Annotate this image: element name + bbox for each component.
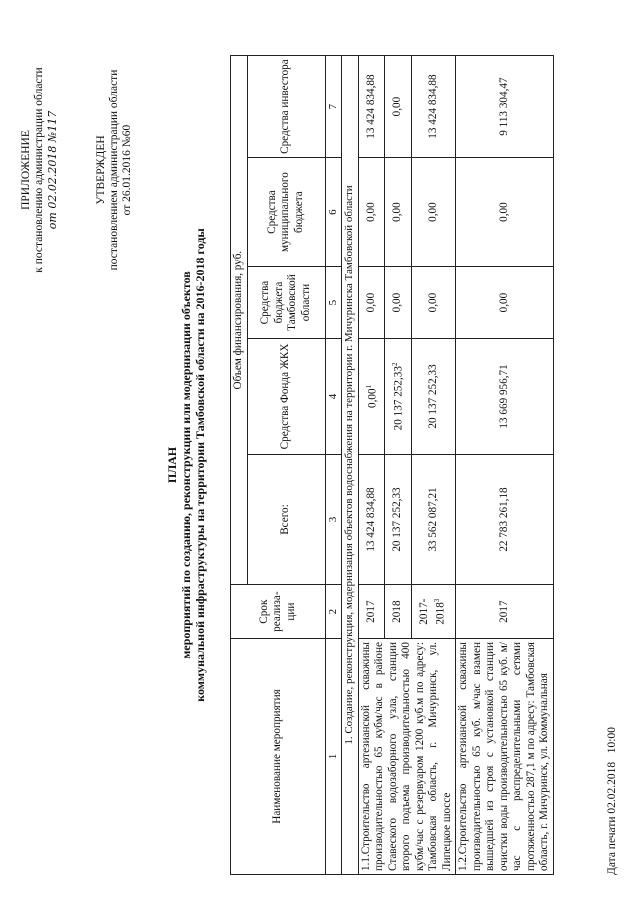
row-fund: 13 669 956,71 xyxy=(456,339,554,455)
row-municipal: 0,00 xyxy=(385,158,412,267)
row-municipal: 0,00 xyxy=(358,158,385,267)
approved-title: УТВЕРЖДЕН xyxy=(95,135,107,205)
plan-heading: ПЛАН xyxy=(165,446,179,484)
footnote-mark: 3 xyxy=(433,598,442,603)
row-name: 1.1.Строительство артезианской скважины производительностью 65 кубм/час в районе Ставеского водозаборного узла, станции второго подъема производительностью 400 кубм/час с резервуаром 1200 куб.м по адресу: Тамбовская область, г. Мичуринск, ул. Липецкое шоссе xyxy=(358,639,456,875)
row-investor: 9 113 304,47 xyxy=(456,56,554,158)
header-total: Всего: xyxy=(247,454,325,584)
footnote-mark: 1 xyxy=(364,384,373,389)
row-fund: 20 137 252,33 xyxy=(411,339,455,455)
handwritten-date: от 02.02.2018 №117 xyxy=(46,110,59,230)
header-municipal: Средства муниципального бюджета xyxy=(247,158,325,267)
col-number: 3 xyxy=(325,454,342,584)
row-total: 20 137 252,33 xyxy=(385,454,412,584)
approved-block xyxy=(95,35,134,305)
approved-by: постановлением администрации области xyxy=(108,69,120,271)
row-investor: 13 424 834,88 xyxy=(358,56,385,158)
header-name: Наименование мероприятия xyxy=(231,639,326,875)
print-date: Дата печати 02.02.2018 10:00 xyxy=(606,727,618,875)
row-municipal: 0,00 xyxy=(411,158,455,267)
appendix-block xyxy=(20,35,59,305)
row-fund: 0,00$^1$ xyxy=(358,339,385,455)
row-fund: 20 137 252,33$^2$ xyxy=(385,339,412,455)
row-total: 33 562 087,21 xyxy=(411,454,455,584)
row-name: 1.2.Строительство артезианской скважины производительностью 65 куб. м/час взамен вышедшей из строя с установкой станции очистки воды производительностью 65 куб. м/час с распределительными сетями протяженностью 287,1 м по адресу: Тамбовская область, г. Мичуринск, ул. Коммунальная xyxy=(456,639,554,875)
header-term: Срок реализа-ции xyxy=(231,585,326,639)
appendix-to: к постановлению администрации области xyxy=(33,67,45,273)
appendix-title: ПРИЛОЖЕНИЕ xyxy=(20,130,32,210)
row-regional: 0,00 xyxy=(358,267,385,339)
row-municipal: 0,00 xyxy=(456,158,554,267)
row-investor: 0,00 xyxy=(385,56,412,158)
row-total: 22 783 261,18 xyxy=(456,454,554,584)
header-fund: Средства Фонда ЖКХ xyxy=(247,339,325,455)
header-investor: Средства инвестора xyxy=(247,56,325,158)
section-header: 1. Создание, реконструкция, модернизация объектов водоснабжения на территории г. Мичуринска Тамбовской области xyxy=(342,56,359,875)
col-number: 2 xyxy=(325,585,342,639)
row-year: 2017-2018$^3$ xyxy=(411,585,455,639)
plan-subtitle-1: мероприятий по созданию, реконструкции или модернизации объектов xyxy=(179,271,193,659)
row-year: 2017 xyxy=(358,585,385,639)
col-number: 6 xyxy=(325,158,342,267)
col-number: 4 xyxy=(325,339,342,455)
header-funding: Объем финансирования, руб. xyxy=(231,56,248,585)
row-regional: 0,00 xyxy=(411,267,455,339)
footnote-mark: 2 xyxy=(391,362,400,367)
plan-subtitle-2: коммунальной инфраструктуры на территории Тамбовской области на 2016-2018 годы xyxy=(193,228,207,702)
row-year: 2017 xyxy=(456,585,554,639)
plan-table xyxy=(230,55,554,875)
row-investor: 13 424 834,88 xyxy=(411,56,455,158)
row-year: 2018 xyxy=(385,585,412,639)
approved-date: от 26.01.2016 №60 xyxy=(121,124,133,216)
row-regional: 0,00 xyxy=(456,267,554,339)
col-number: 1 xyxy=(325,639,342,875)
header-regional: Средства бюджета Тамбовской области xyxy=(247,267,325,339)
row-total: 13 424 834,88 xyxy=(358,454,385,584)
plan-title xyxy=(165,55,207,875)
col-number: 7 xyxy=(325,56,342,158)
row-regional: 0,00 xyxy=(385,267,412,339)
col-number: 5 xyxy=(325,267,342,339)
